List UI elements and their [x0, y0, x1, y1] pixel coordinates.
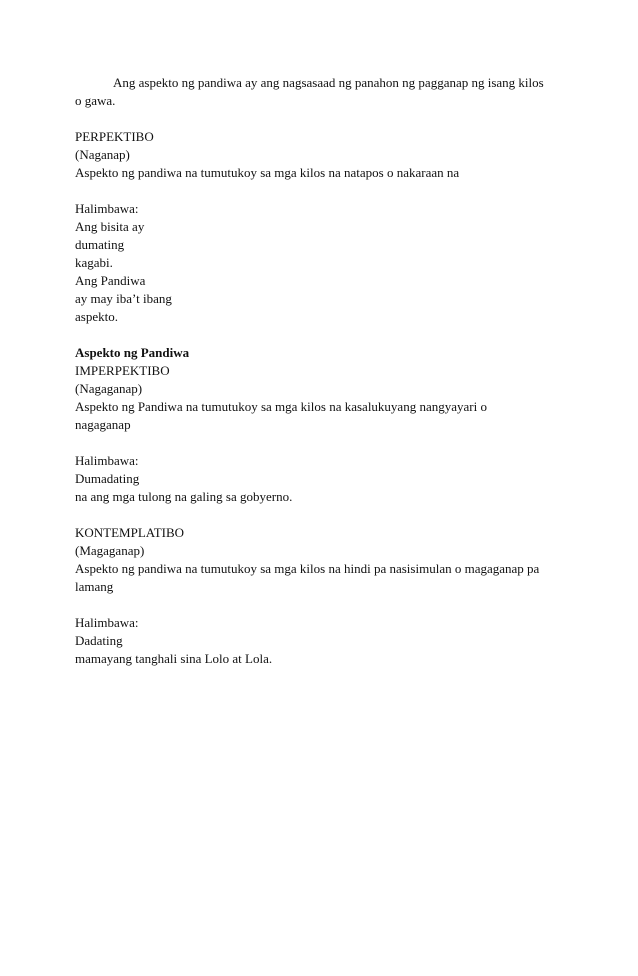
imperpektibo-example-label: Halimbawa: [75, 453, 139, 468]
imperpektibo-sub: (Nagaganap) [75, 381, 143, 396]
perpektibo-sub: (Naganap) [75, 147, 130, 162]
imperpektibo-definition-line-1: Aspekto ng Pandiwa na tumutukoy sa mga kilos na kasalukuyang nangyayari o [75, 399, 487, 414]
imperpektibo-example-line: na ang mga tulong na galing sa gobyerno. [75, 489, 293, 504]
perpektibo-example-line: Ang Pandiwa [75, 273, 146, 288]
kontemplatibo-example-line: mamayang tanghali sina Lolo at Lola. [75, 651, 273, 666]
intro-line-2: o gawa. [75, 93, 116, 108]
imperpektibo-definition-line-2: nagaganap [75, 417, 131, 432]
imperpektibo-example-line: Dumadating [75, 471, 140, 486]
perpektibo-example-line: kagabi. [75, 255, 113, 270]
perpektibo-example-line: ay may iba’t ibang [75, 291, 172, 306]
kontemplatibo-sub: (Magaganap) [75, 543, 145, 558]
section-title: Aspekto ng Pandiwa [75, 345, 190, 360]
imperpektibo-heading: IMPERPEKTIBO [75, 363, 170, 378]
kontemplatibo-definition-line-1: Aspekto ng pandiwa na tumutukoy sa mga kilos na hindi pa nasisimulan o magaganap pa [75, 561, 540, 576]
intro-line-1: Ang aspekto ng pandiwa ay ang nagsasaad ng panahon ng pagganap ng isang kilos [113, 75, 544, 90]
kontemplatibo-heading: KONTEMPLATIBO [75, 525, 185, 540]
perpektibo-example-line: aspekto. [75, 309, 118, 324]
perpektibo-example-label: Halimbawa: [75, 201, 139, 216]
kontemplatibo-example-label: Halimbawa: [75, 615, 139, 630]
perpektibo-heading: PERPEKTIBO [75, 129, 154, 144]
perpektibo-example-line: dumating [75, 237, 125, 252]
kontemplatibo-definition-line-2: lamang [75, 579, 114, 594]
perpektibo-definition: Aspekto ng pandiwa na tumutukoy sa mga kilos na natapos o nakaraan na [75, 165, 460, 180]
perpektibo-example-line: Ang bisita ay [75, 219, 145, 234]
kontemplatibo-example-line: Dadating [75, 633, 123, 648]
